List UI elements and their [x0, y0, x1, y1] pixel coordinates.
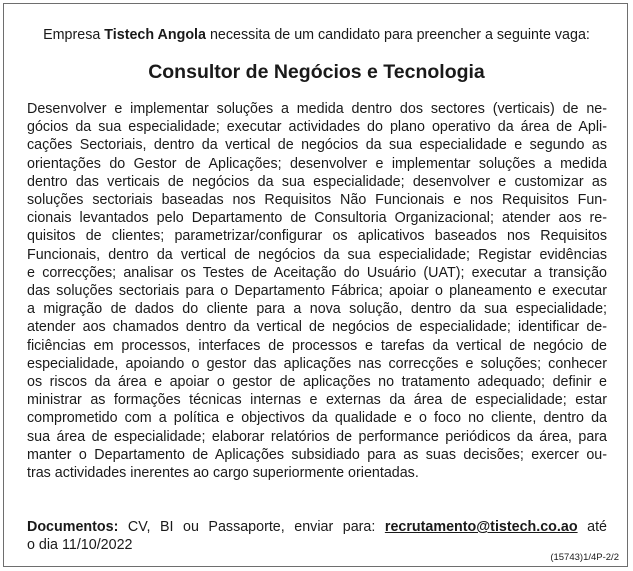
documents-text: CV, BI ou Passaporte, enviar para:	[118, 519, 385, 535]
description-line: dentro das verticais de negócios da sua especialidade; desenvolver e customizar as	[27, 173, 607, 190]
description-line: atender aos chamados dentro da vertical de negócios de especialidade; identificar de-	[27, 319, 607, 336]
description-line: comprometido com a política e objectivos da qualidade e o foco no cliente, dentro da	[27, 410, 607, 427]
description-line: ministrar as formações técnicas internas e externas da área de especialidade; estar	[27, 392, 607, 409]
job-title: Consultor de Negócios e Tecnologia	[148, 61, 485, 83]
description-line: manter o Departamento de Aplicações subsidiado para as suas decisões; exercer ou-	[27, 446, 607, 463]
intro-prefix: Empresa	[43, 27, 105, 43]
description-line: cações Sectoriais, dentro da vertical de negócios da sua especialidade e segundo as	[27, 137, 607, 154]
description-line: especialidade, apoiando o gestor das aplicações nas correcções e soluções; conhecer	[27, 355, 607, 372]
documents-section	[27, 518, 607, 554]
deadline-date: o dia 11/10/2022	[27, 537, 133, 554]
company-name: Tistech Angola	[104, 27, 206, 43]
job-description	[27, 100, 607, 482]
description-line: quisitos de clientes; parametrizar/configurar os aplicativos baseados nos Requisitos	[27, 228, 607, 245]
deadline-prefix: até	[577, 519, 607, 535]
description-line: Desenvolver e implementar soluções a medida dentro dos sectores (verticais) de ne-	[27, 101, 607, 117]
description-line: tras actividades inerentes ao cargo superiormente orientadas.	[27, 465, 419, 482]
description-line: cionais levantados pelo Departamento de Consultoria Organizacional; atender aos re-	[27, 210, 607, 227]
description-line: das soluções sectoriais para o Departamento Fábrica; apoiar o planeamento e executar	[27, 283, 607, 300]
documents-line	[27, 518, 607, 536]
description-line: sua área de especialidade; elaborar relatórios de performance periódicos da área, para	[27, 428, 607, 445]
description-line: orientações do Gestor de Aplicações; desenvolver e implementar soluções a medida	[27, 155, 607, 172]
description-line: os riscos da área e apoiar o gestor de aplicações no tratamento adequado; definir e	[27, 374, 607, 391]
description-line: Funcionais, dentro da vertical de negócios da sua especialidade; Registar evidências	[27, 246, 607, 263]
description-line: soluções sectoriais baseadas nos Requisitos Não Funcionais e nos Requisitos Fun-	[27, 192, 607, 209]
intro-line	[0, 26, 633, 44]
intro-text: necessita de um candidato para preencher a seguinte vaga:	[205, 27, 590, 43]
documents-label: Documentos:	[27, 519, 119, 535]
description-line: ficiências em processos, interfaces de processos e tarefas da vertical de negócio de	[27, 337, 607, 354]
reference-code: (15743)1/4P-2/2	[550, 552, 619, 563]
description-line: e correcções; analisar os Testes de Aceitação do Usuário (UAT); executar a transição	[27, 264, 607, 281]
email-link[interactable]: recrutamento@tistech.co.ao	[384, 519, 578, 535]
description-line: a migração de dados do cliente para a nova solução, dentro da sua especialidade;	[27, 301, 607, 318]
description-line: gócios da sua especialidade; executar actividades do plano operativo da área de Apli-	[27, 119, 607, 136]
